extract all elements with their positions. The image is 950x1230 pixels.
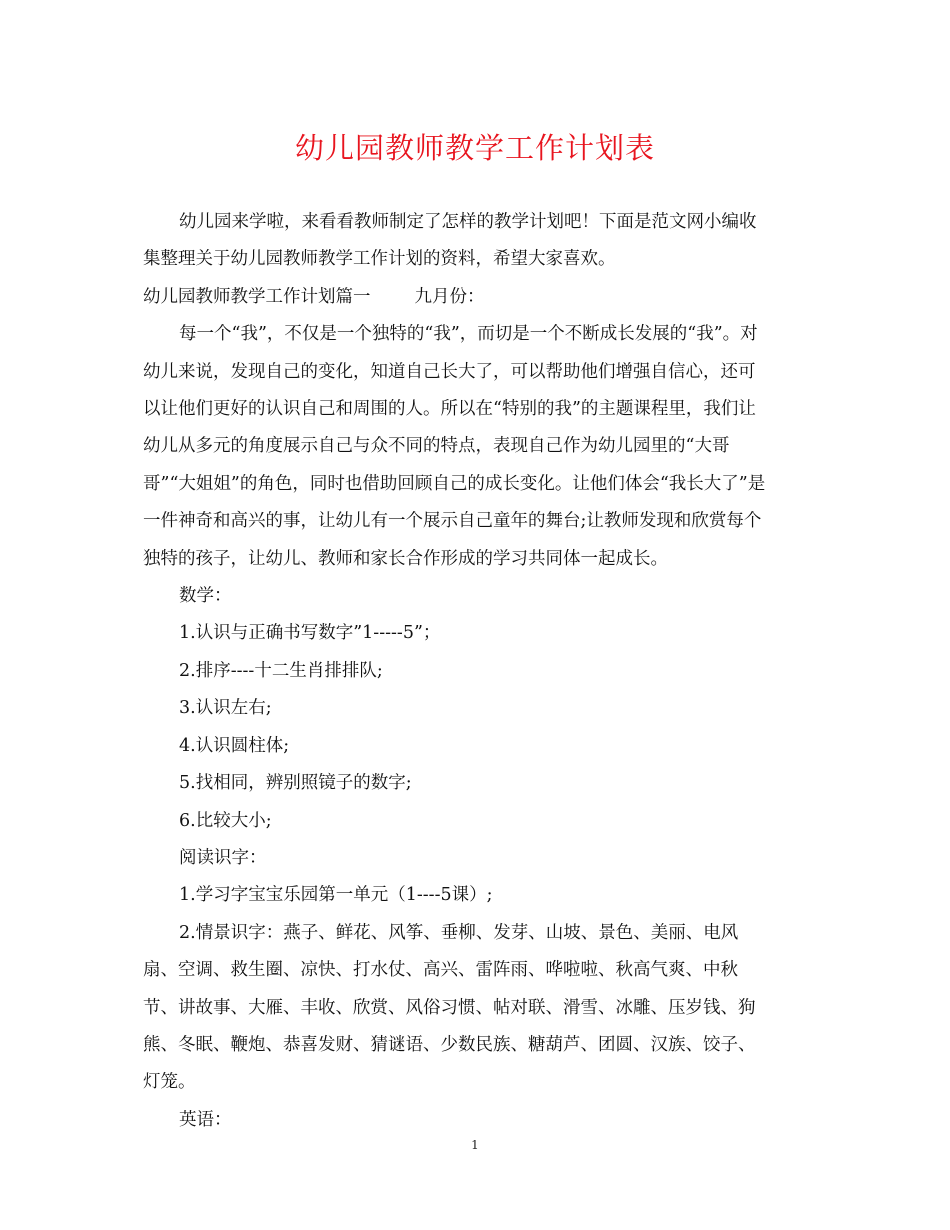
reading-item-line: 2.情景识字：燕子、鲜花、风筝、垂柳、发芽、山坡、景色、美丽、电风 bbox=[179, 922, 739, 943]
reading-item-line: 节、讲故事、大雁、丰收、欣赏、风俗习惯、帖对联、滑雪、冰雕、压岁钱、狗 bbox=[143, 997, 756, 1018]
english-heading: 英语： bbox=[179, 1109, 232, 1130]
intro-line: 集整理关于幼儿园教师教学工作计划的资料，希望大家喜欢。 bbox=[143, 249, 616, 270]
document-body bbox=[143, 204, 815, 1139]
math-heading: 数学： bbox=[179, 586, 232, 607]
math-item: 2.排序----十二生肖排排队; bbox=[179, 660, 383, 681]
theme-line: 以让他们更好的认识自己和周围的人。所以在“特别的我”的主题课程里，我们让 bbox=[143, 399, 756, 420]
reading-item: 1.学习字宝宝乐园第一单元（1----5课）; bbox=[179, 885, 493, 906]
section-heading: 幼儿园教师教学工作计划篇一 bbox=[143, 286, 371, 307]
document-title: 幼儿园教师教学工作计划表 bbox=[294, 131, 655, 165]
page-number: 1 bbox=[471, 1138, 479, 1152]
section-heading-line bbox=[143, 279, 815, 316]
theme-line: 哥”“大姐姐”的角色，同时也借助回顾自己的成长变化。让他们体会“我长大了”是 bbox=[143, 473, 766, 494]
reading-item-line: 扇、空调、救生圈、凉快、打水仗、高兴、雷阵雨、哗啦啦、秋高气爽、中秋 bbox=[143, 960, 738, 981]
reading-heading: 阅读识字： bbox=[179, 847, 267, 868]
intro-line: 幼儿园来学啦，来看看教师制定了怎样的教学计划吧！下面是范文网小编收 bbox=[179, 212, 757, 232]
math-item: 6.比较大小; bbox=[179, 810, 272, 831]
theme-line: 幼儿从多元的角度展示自己与众不同的特点，表现自己作为幼儿园里的“大哥 bbox=[143, 436, 730, 457]
month-label: 九月份： bbox=[414, 286, 485, 307]
math-item: 1.认识与正确书写数字”1-----5”； bbox=[179, 623, 441, 644]
reading-item-line: 灯笼。 bbox=[143, 1072, 196, 1093]
math-item: 3.认识左右; bbox=[179, 698, 272, 719]
reading-item-line: 熊、冬眠、鞭炮、恭喜发财、猜谜语、少数民族、糖葫芦、团圆、汉族、饺子、 bbox=[143, 1034, 756, 1055]
theme-line: 每一个“我”，不仅是一个独特的“我”，而切是一个不断成长发展的“我”。对 bbox=[179, 324, 758, 345]
theme-line: 独特的孩子，让幼儿、教师和家长合作形成的学习共同体一起成长。 bbox=[143, 548, 668, 569]
theme-line: 幼儿来说，发现自己的变化，知道自己长大了，可以帮助他们增强自信心，还可 bbox=[143, 361, 756, 382]
math-item: 5.找相同，辨别照镜子的数字; bbox=[179, 773, 412, 794]
math-item: 4.认识圆柱体; bbox=[179, 735, 290, 756]
theme-line: 一件神奇和高兴的事，让幼儿有一个展示自己童年的舞台;让教师发现和欣赏每个 bbox=[143, 511, 762, 532]
